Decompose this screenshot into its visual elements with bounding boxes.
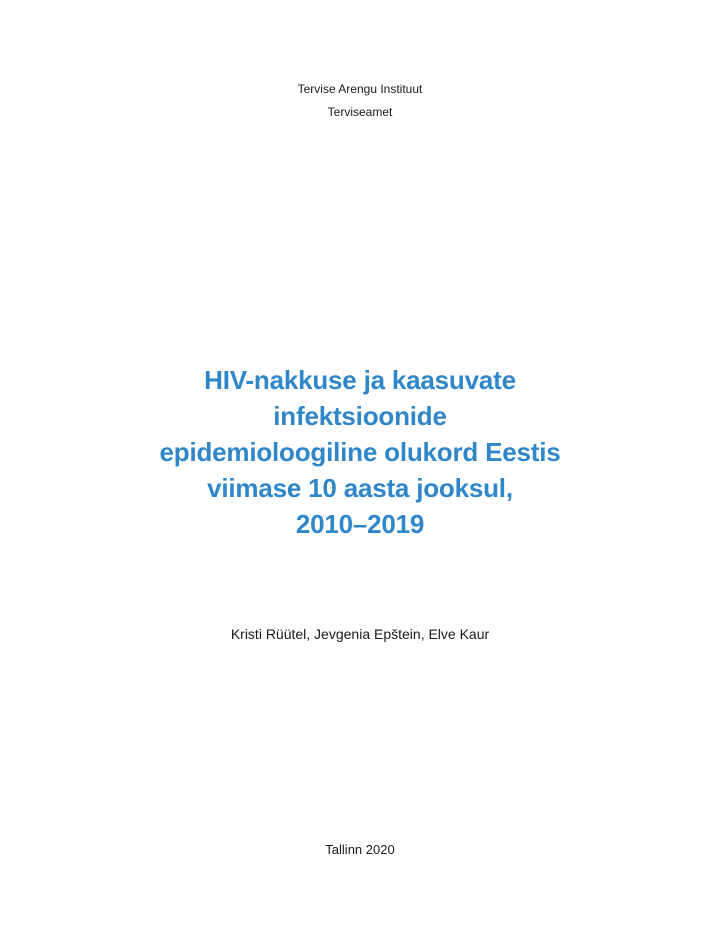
title-line: viimase 10 aasta jooksul,: [207, 473, 513, 503]
title-line: epidemioloogiline olukord Eestis: [159, 437, 561, 467]
institutions-block: [0, 78, 720, 124]
institution-name: Tervise Arengu Instituut: [297, 82, 423, 96]
document-title: [60, 362, 660, 542]
title-line: infektsioonide: [273, 401, 447, 431]
place-and-year: Tallinn 2020: [325, 842, 395, 857]
institution-name: Terviseamet: [327, 105, 393, 119]
title-line: 2010–2019: [295, 509, 425, 539]
authors: Kristi Rüütel, Jevgenia Epštein, Elve Kaur: [230, 626, 490, 642]
title-line: HIV-nakkuse ja kaasuvate: [204, 365, 516, 395]
